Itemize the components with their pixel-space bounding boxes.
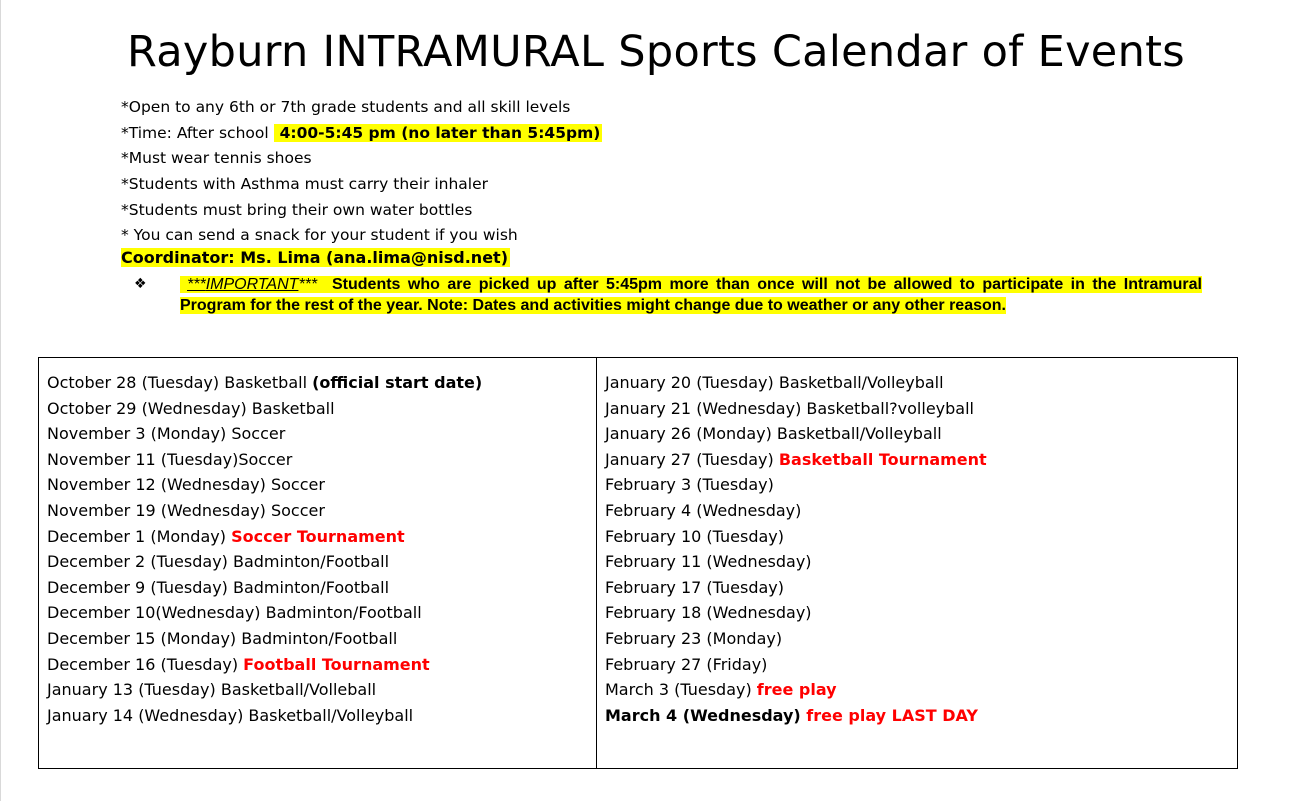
important-text: Students who are picked up after 5:45pm more than once will not be allowed to participate in the Intramural Program for the rest of the year. Note: Dates and activities might change due to weather or any other reason. — [180, 276, 1202, 314]
event-date: February 18 (Wednesday) — [605, 603, 812, 623]
event-highlight: Football Tournament — [243, 654, 430, 674]
event-note: (official start date) — [312, 373, 483, 392]
schedule-row — [605, 472, 987, 498]
coordinator: Coordinator: Ms. Lima (ana.lima@nisd.net) — [121, 248, 508, 267]
schedule-row — [605, 498, 987, 524]
page-title: Rayburn INTRAMURAL Sports Calendar of Events — [127, 27, 1185, 77]
event-date: October 28 (Tuesday) Basketball — [47, 373, 313, 392]
schedule-row — [47, 600, 482, 626]
schedule-row — [605, 447, 987, 473]
schedule-row — [605, 575, 987, 601]
event-highlight: Basketball Tournament — [778, 449, 987, 469]
schedule-row — [605, 370, 987, 396]
page-edge — [0, 0, 1, 801]
info-open: *Open to any 6th or 7th grade students and all skill levels — [121, 98, 571, 116]
event-date: February 11 (Wednesday) — [605, 552, 812, 572]
schedule-row — [605, 652, 987, 678]
event-date: February 23 (Monday) — [605, 628, 783, 648]
event-date: February 17 (Tuesday) — [605, 577, 785, 597]
schedule-row — [47, 677, 482, 703]
schedule-row — [47, 472, 482, 498]
info-shoes: *Must wear tennis shoes — [121, 149, 312, 168]
time-label: *Time: After school — [121, 123, 269, 142]
event-date: January 13 (Tuesday) Basketball/Volleball — [47, 680, 377, 700]
important-stars-right: *** — [298, 276, 318, 293]
event-date: October 29 (Wednesday) Basketball — [47, 398, 335, 418]
diamond-bullet-icon: ❖ — [134, 276, 147, 292]
info-asthma: *Students with Asthma must carry their inhaler — [121, 175, 488, 194]
schedule-row — [605, 600, 987, 626]
event-date: November 11 (Tuesday)Soccer — [47, 449, 293, 469]
schedule-row — [605, 421, 987, 447]
event-date: December 1 (Monday) — [47, 526, 232, 546]
event-date: November 12 (Wednesday) Soccer — [47, 475, 325, 495]
event-date: November 3 (Monday) Soccer — [47, 424, 286, 444]
event-date: March 3 (Tuesday) — [605, 680, 757, 700]
event-highlight: free play LAST DAY — [806, 705, 978, 725]
info-water: *Students must bring their own water bottles — [121, 200, 473, 219]
event-date: December 16 (Tuesday) — [47, 654, 244, 674]
important-paragraph — [180, 274, 1202, 316]
event-date: December 15 (Monday) Badminton/Football — [47, 628, 398, 648]
event-date: February 10 (Tuesday) — [605, 526, 785, 546]
important-label: IMPORTANT — [205, 276, 299, 293]
schedule-row — [47, 421, 482, 447]
event-highlight: Soccer Tournament — [231, 526, 405, 546]
schedule-row — [47, 626, 482, 652]
schedule-row — [605, 677, 987, 703]
schedule-row — [47, 498, 482, 524]
info-snack: * You can send a snack for your student if you wish — [121, 226, 518, 245]
important-stars-left: *** — [187, 276, 206, 293]
time-value: 4:00-5:45 pm (no later than 5:45pm) — [274, 124, 603, 142]
schedule-row — [47, 575, 482, 601]
important-notice — [134, 274, 1202, 316]
event-date: March 4 (Wednesday) — [605, 705, 807, 725]
event-date: January 27 (Tuesday) — [605, 449, 779, 469]
event-date: December 10(Wednesday) Badminton/Football — [47, 603, 422, 623]
schedule-row — [47, 549, 482, 575]
event-date: January 20 (Tuesday) Basketball/Volleyball — [605, 373, 944, 392]
event-date: January 26 (Monday) Basketball/Volleyball — [605, 424, 942, 444]
event-date: February 4 (Wednesday) — [605, 500, 802, 520]
event-date: December 9 (Tuesday) Badminton/Football — [47, 577, 390, 597]
event-date: January 21 (Wednesday) Basketball?volleyball — [605, 398, 974, 418]
schedule-row — [47, 652, 482, 678]
schedule-row — [605, 626, 987, 652]
schedule-row — [605, 396, 987, 422]
column-divider — [596, 357, 597, 769]
schedule-row — [605, 703, 987, 729]
schedule-row — [605, 549, 987, 575]
schedule-row — [47, 396, 482, 422]
schedule-row — [605, 524, 987, 550]
event-date: December 2 (Tuesday) Badminton/Football — [47, 552, 390, 572]
info-list — [121, 95, 602, 249]
schedule-row — [47, 524, 482, 550]
event-date: February 27 (Friday) — [605, 654, 768, 674]
schedule-column-left — [47, 370, 482, 728]
event-highlight: free play — [756, 680, 837, 700]
schedule-row — [47, 447, 482, 473]
event-date: November 19 (Wednesday) Soccer — [47, 500, 325, 520]
event-date: January 14 (Wednesday) Basketball/Volleyball — [47, 705, 414, 725]
schedule-row — [47, 703, 482, 729]
event-date: February 3 (Tuesday) — [605, 475, 774, 495]
schedule-column-right — [605, 370, 987, 728]
info-time — [121, 121, 602, 147]
schedule-row — [47, 370, 482, 396]
